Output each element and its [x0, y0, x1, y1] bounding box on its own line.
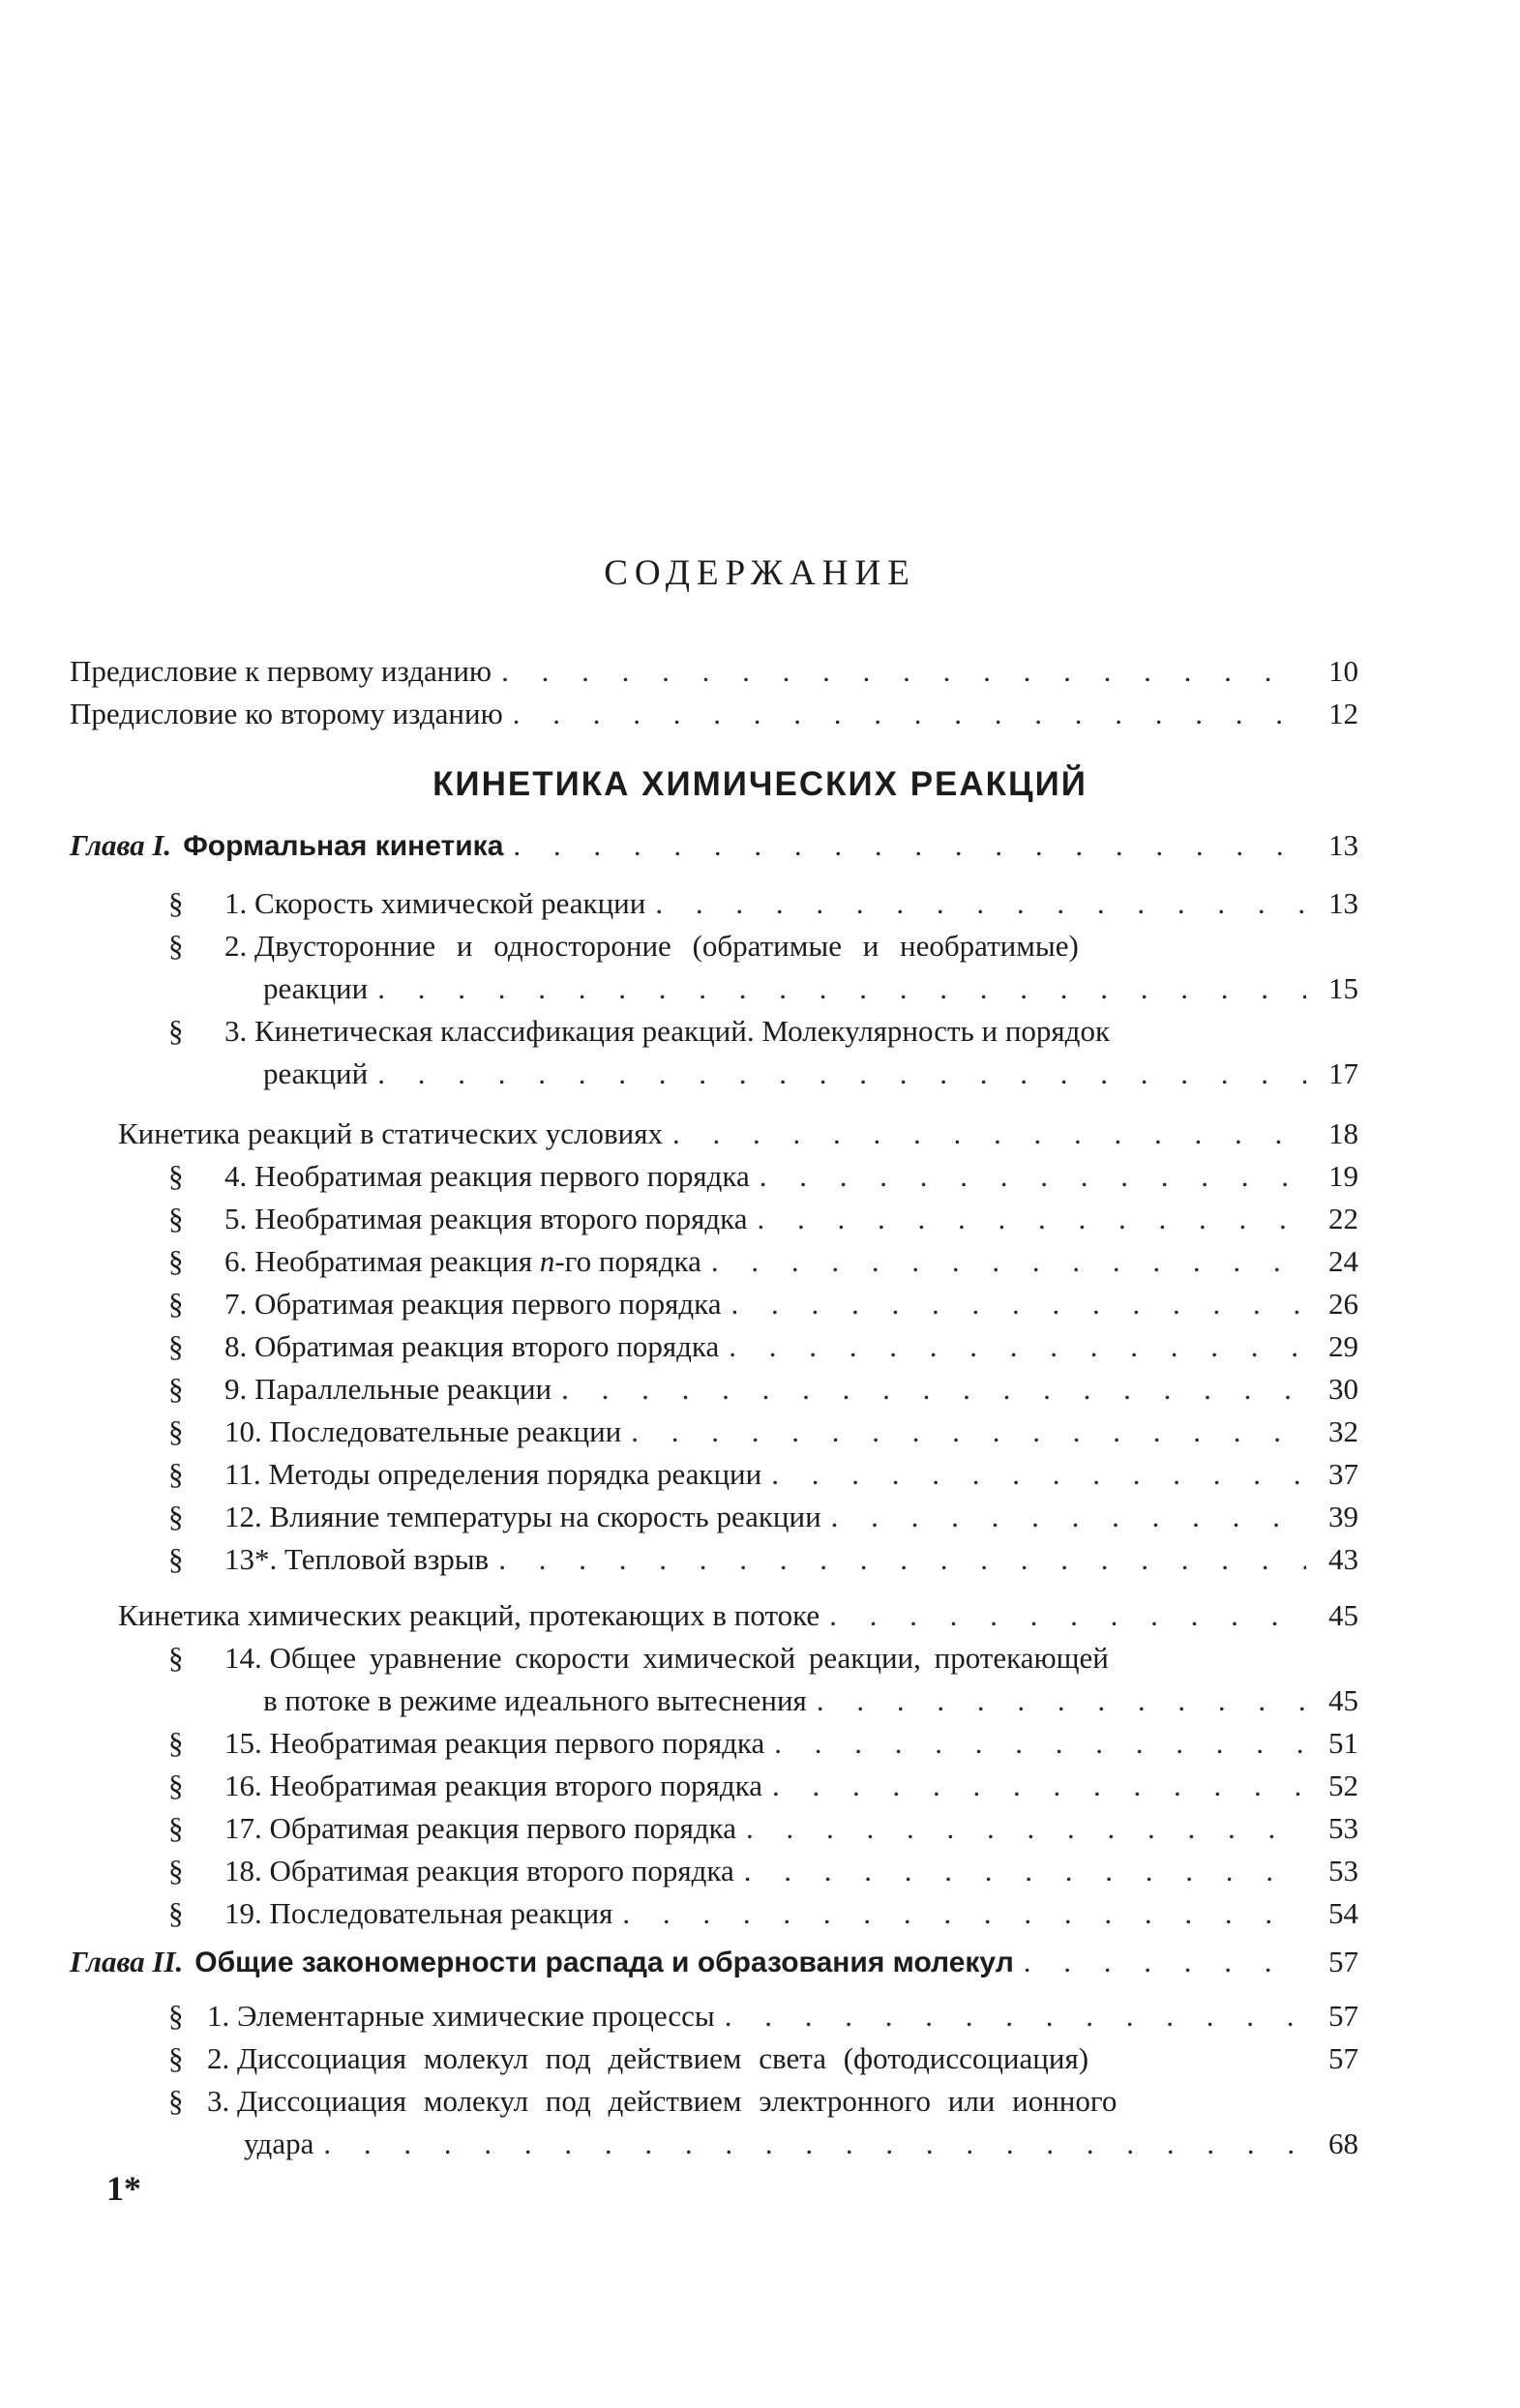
entry-text-cont: реакции: [263, 971, 369, 1005]
page-number: 45: [1328, 1598, 1358, 1632]
page-number: 52: [1328, 1769, 1358, 1802]
entry-text: Последовательная реакция: [269, 1896, 613, 1930]
toc-entry: [168, 1198, 1358, 1240]
toc-entry-cont: [263, 1680, 1358, 1722]
entry-text: Необратимая реакция второго порядка: [254, 1202, 748, 1235]
toc-entry: [168, 1807, 1358, 1850]
entry-number: 16.: [224, 1769, 262, 1802]
toc-entry: [70, 693, 1358, 735]
entry-text: Необратимая реакция первого порядка: [269, 1726, 765, 1760]
page-number: 32: [1328, 1414, 1358, 1448]
entry-number: 10.: [224, 1414, 262, 1448]
section-sign: §: [168, 1854, 184, 1888]
toc-entry: [168, 1850, 1358, 1892]
dot-leader: [513, 824, 1306, 867]
entry-number: 15.: [224, 1726, 262, 1760]
dot-leader: [731, 1283, 1306, 1325]
page-number: 17: [1328, 1056, 1358, 1090]
entry-number: 9.: [224, 1372, 248, 1406]
entry-text: Предисловие ко второму изданию: [70, 697, 503, 730]
page-number: 15: [1328, 971, 1358, 1005]
dot-leader: [729, 1325, 1306, 1368]
chapter-title: Общие закономерности распада и образования молекул: [194, 1947, 1014, 1978]
entry-number: 17.: [224, 1811, 262, 1845]
entry-number: 1.: [207, 1999, 230, 2033]
entry-number: 13*.: [224, 1542, 278, 1576]
entry-number: 2.: [224, 929, 248, 963]
toc-entry: [168, 1411, 1358, 1453]
page-number: 10: [1328, 654, 1358, 688]
page-number: 12: [1328, 697, 1358, 730]
entry-text: Последовательные реакции: [269, 1414, 622, 1448]
entry-text-cont: в потоке в режиме идеального вытеснения: [263, 1683, 807, 1717]
entry-text-part: -го порядка: [554, 1244, 701, 1278]
page-number: 18: [1328, 1116, 1358, 1150]
toc-entry-cont: [263, 1053, 1358, 1095]
dot-leader: [817, 1680, 1306, 1722]
section-sign: §: [168, 1159, 184, 1193]
chapter-label: Глава I.: [70, 828, 172, 862]
page-number: 68: [1328, 2126, 1358, 2160]
page-number: 57: [1328, 1999, 1358, 2033]
dot-leader: [774, 1722, 1306, 1765]
page-number: 19: [1328, 1159, 1358, 1193]
dot-leader: [831, 1496, 1306, 1538]
dot-leader: [771, 1453, 1306, 1496]
toc-entry: [168, 1283, 1358, 1325]
section-sign: §: [168, 1896, 184, 1930]
entry-text-cont: реакций: [263, 1056, 369, 1090]
entry-number: 5.: [224, 1202, 248, 1235]
section-sign: §: [168, 1329, 184, 1363]
entry-text: Общее уравнение скорости химической реакции, протекающей: [269, 1641, 1109, 1675]
dot-leader: [377, 967, 1306, 1010]
entry-number: 19.: [224, 1896, 262, 1930]
page-number: 13: [1328, 886, 1358, 920]
toc-entry-line: [168, 1637, 1358, 1680]
entry-text-part: Необратимая реакция: [254, 1244, 540, 1278]
dot-leader: [1024, 1941, 1306, 1983]
entry-number: 2.: [207, 2041, 230, 2075]
dot-leader: [744, 1850, 1306, 1892]
entry-text: Обратимая реакция второго порядка: [269, 1854, 734, 1888]
entry-text: Обратимая реакция второго порядка: [254, 1329, 720, 1363]
toc-entry-line: [168, 2080, 1358, 2123]
toc-entry: [168, 1368, 1358, 1411]
page-number: 45: [1328, 1683, 1358, 1717]
subsection-heading: [118, 1594, 1358, 1637]
toc-entry: [168, 1240, 1358, 1283]
page-number: 53: [1328, 1811, 1358, 1845]
entry-number: 1.: [224, 886, 248, 920]
entry-number: 18.: [224, 1854, 262, 1888]
entry-number: 11.: [224, 1457, 261, 1491]
page-number: 37: [1328, 1457, 1358, 1491]
section-sign: §: [168, 2041, 184, 2075]
entry-text: Необратимая реакция первого порядка: [254, 1159, 750, 1193]
page-number: 30: [1328, 1372, 1358, 1406]
section-sign: §: [168, 1287, 184, 1321]
section-sign: §: [168, 1811, 184, 1845]
dot-leader: [760, 1155, 1306, 1198]
page-number: 13: [1328, 828, 1358, 862]
section-sign: §: [168, 1457, 184, 1491]
toc-entry: [168, 2037, 1358, 2080]
entry-number: 12.: [224, 1500, 262, 1533]
chapter-heading: [70, 1941, 1358, 1983]
entry-number: 3.: [207, 2084, 230, 2118]
dot-leader: [501, 650, 1306, 693]
dot-leader: [323, 2123, 1306, 2165]
dot-leader: [513, 693, 1306, 735]
dot-leader: [377, 1053, 1306, 1095]
entry-text: Необратимая реакция второго порядка: [269, 1769, 763, 1802]
entry-number: 14.: [224, 1641, 262, 1675]
page-number: 39: [1328, 1500, 1358, 1533]
toc-entry: [168, 1765, 1358, 1807]
section-sign: §: [168, 1414, 184, 1448]
toc-entry: [168, 1496, 1358, 1538]
signature-mark: 1*: [106, 2169, 141, 2208]
toc-entry: [168, 1995, 1358, 2037]
dot-leader: [672, 1113, 1306, 1155]
chapter-heading: [70, 824, 1358, 867]
toc-entry-line: [168, 1010, 1358, 1053]
toc-entry-cont: [244, 2123, 1358, 2165]
page-number: 57: [1328, 2041, 1358, 2075]
toc-entry: [168, 1155, 1358, 1198]
entry-number: 7.: [224, 1287, 248, 1321]
section-sign: §: [168, 1542, 184, 1576]
toc-entry: [70, 650, 1358, 693]
toc-entry: [168, 1722, 1358, 1765]
section-sign: §: [168, 1500, 184, 1533]
entry-text-cont: удара: [244, 2126, 314, 2160]
dot-leader: [711, 1240, 1306, 1283]
chapter-title: Формальная кинетика: [183, 830, 504, 862]
toc-entry: [168, 1892, 1358, 1935]
page-number: 53: [1328, 1854, 1358, 1888]
entry-number: 8.: [224, 1329, 248, 1363]
page-number: 22: [1328, 1202, 1358, 1235]
entry-text: Предисловие к первому изданию: [70, 654, 492, 688]
entry-text: Тепловой взрыв: [284, 1542, 490, 1576]
toc-entry-cont: [263, 967, 1358, 1010]
page-number: 24: [1328, 1244, 1358, 1278]
dot-leader: [772, 1765, 1306, 1807]
entry-text: Параллельные реакции: [254, 1372, 552, 1406]
page-title: СОДЕРЖАНИЕ: [604, 553, 916, 593]
dot-leader: [622, 1892, 1306, 1935]
dot-leader: [631, 1411, 1306, 1453]
dot-leader: [746, 1807, 1306, 1850]
chapter-label: Глава II.: [70, 1945, 184, 1978]
entry-text: Обратимая реакция первого порядка: [254, 1287, 722, 1321]
section-sign: §: [168, 929, 184, 963]
dot-leader: [655, 882, 1306, 925]
page-number: 43: [1328, 1542, 1358, 1576]
toc-entry: [168, 1325, 1358, 1368]
section-sign: §: [168, 1202, 184, 1235]
entry-text: Методы определения порядка реакции: [268, 1457, 762, 1491]
entry-text: Скорость химической реакции: [254, 886, 646, 920]
page-number: 57: [1328, 1945, 1358, 1978]
section-sign: §: [168, 2084, 184, 2118]
section-sign: §: [168, 1641, 184, 1675]
entry-number: 3.: [224, 1014, 248, 1048]
section-sign: §: [168, 1999, 184, 2033]
page-number: 54: [1328, 1896, 1358, 1930]
section-sign: §: [168, 1769, 184, 1802]
dot-leader: [758, 1198, 1306, 1240]
section-sign: §: [168, 886, 184, 920]
dot-leader: [725, 1995, 1306, 2037]
entry-number: 6.: [224, 1244, 248, 1278]
entry-text: [254, 1240, 701, 1283]
entry-number: 4.: [224, 1159, 248, 1193]
dot-leader: [561, 1368, 1306, 1411]
subsection-title: Кинетика реакций в статических условиях: [118, 1116, 663, 1150]
page-number: 29: [1328, 1329, 1358, 1363]
subsection-title: Кинетика химических реакций, протекающих в потоке: [118, 1598, 820, 1632]
page-number: 26: [1328, 1287, 1358, 1321]
section-title: КИНЕТИКА ХИМИЧЕСКИХ РЕАКЦИЙ: [432, 765, 1088, 803]
toc-entry: [168, 1453, 1358, 1496]
entry-text-n: n: [539, 1244, 555, 1278]
section-sign: §: [168, 1372, 184, 1406]
entry-text: Элементарные химические процессы: [237, 1999, 715, 2033]
entry-text: Двусторонние и одностороние (обратимые и необратимые): [254, 929, 1079, 963]
section-sign: §: [168, 1014, 184, 1048]
subsection-heading: [118, 1113, 1358, 1155]
toc-entry: [168, 882, 1358, 925]
toc-entry: [168, 1538, 1358, 1581]
entry-text: Кинетическая классификация реакций. Молекулярность и порядок: [254, 1014, 1111, 1048]
section-sign: §: [168, 1726, 184, 1760]
entry-text: Диссоциация молекул под действием электронного или ионного: [237, 2084, 1118, 2118]
entry-text: Влияние температуры на скорость реакции: [269, 1500, 821, 1533]
entry-text: Диссоциация молекул под действием света (фотодиссоциация): [237, 2041, 1089, 2075]
toc-entry-line: [168, 925, 1358, 967]
dot-leader: [498, 1538, 1306, 1581]
section-sign: §: [168, 1244, 184, 1278]
page-number: 51: [1328, 1726, 1358, 1760]
dot-leader: [829, 1594, 1306, 1637]
entry-text: Обратимая реакция первого порядка: [269, 1811, 737, 1845]
